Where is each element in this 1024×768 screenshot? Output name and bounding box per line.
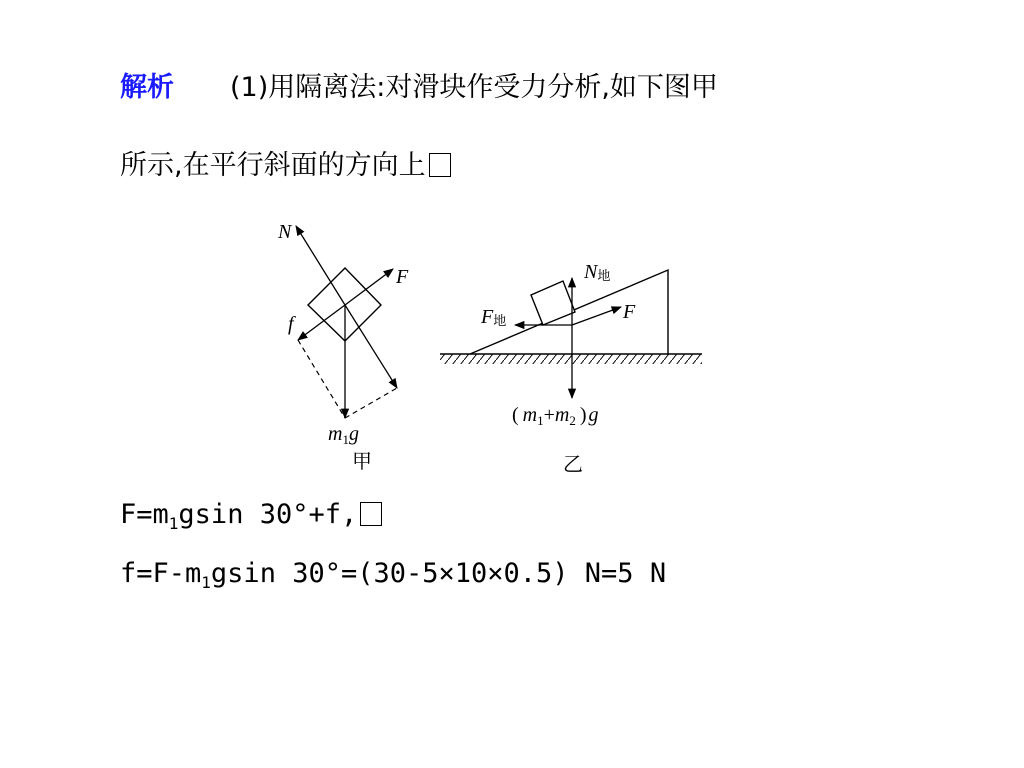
label-N-jia: N [278, 221, 292, 243]
equation-2 [120, 556, 666, 601]
figure-yi [440, 261, 702, 476]
label-F-yi: F [623, 301, 636, 323]
ground-hatch [440, 354, 702, 364]
caption-jia: 甲 [352, 451, 372, 473]
equation-1-pre: F=m [120, 499, 169, 530]
gravity-component-arrow [345, 305, 397, 388]
label-total-weight: ( $m_1+m_2$ ) g [512, 404, 599, 428]
missing-glyph-box-2 [360, 502, 382, 526]
line-1-text: (1)用隔离法:对滑块作受力分析,如下图甲 [230, 72, 718, 103]
label-f-jia: f [288, 313, 294, 335]
equation-2-pre: f=F-m [120, 558, 202, 589]
equation-1 [120, 497, 382, 542]
line-2-text: 所示,在平行斜面的方向上 [120, 150, 426, 181]
equation-1-subscript: 1 [168, 514, 179, 533]
caption-yi: 乙 [563, 454, 583, 476]
dashed-line-left [298, 340, 345, 418]
equation-2-subscript: 1 [201, 573, 211, 592]
label-N-di: N地 [584, 261, 611, 283]
equation-2-post: gsin 30°=(30-5×10×0.5) N=5 N [210, 558, 667, 589]
label-F-di: F地 [481, 306, 507, 328]
equation-1-post: gsin 30°+f, [178, 499, 358, 530]
figure-jia [277, 221, 409, 473]
analysis-keyword: 解析 [120, 72, 174, 103]
applied-force-arrow-yi [572, 307, 621, 325]
label-F-jia: F [396, 266, 409, 288]
block-yi [531, 281, 575, 325]
dashed-line-bottom [345, 388, 397, 418]
label-mg-jia: $m_1g$ [328, 423, 359, 447]
